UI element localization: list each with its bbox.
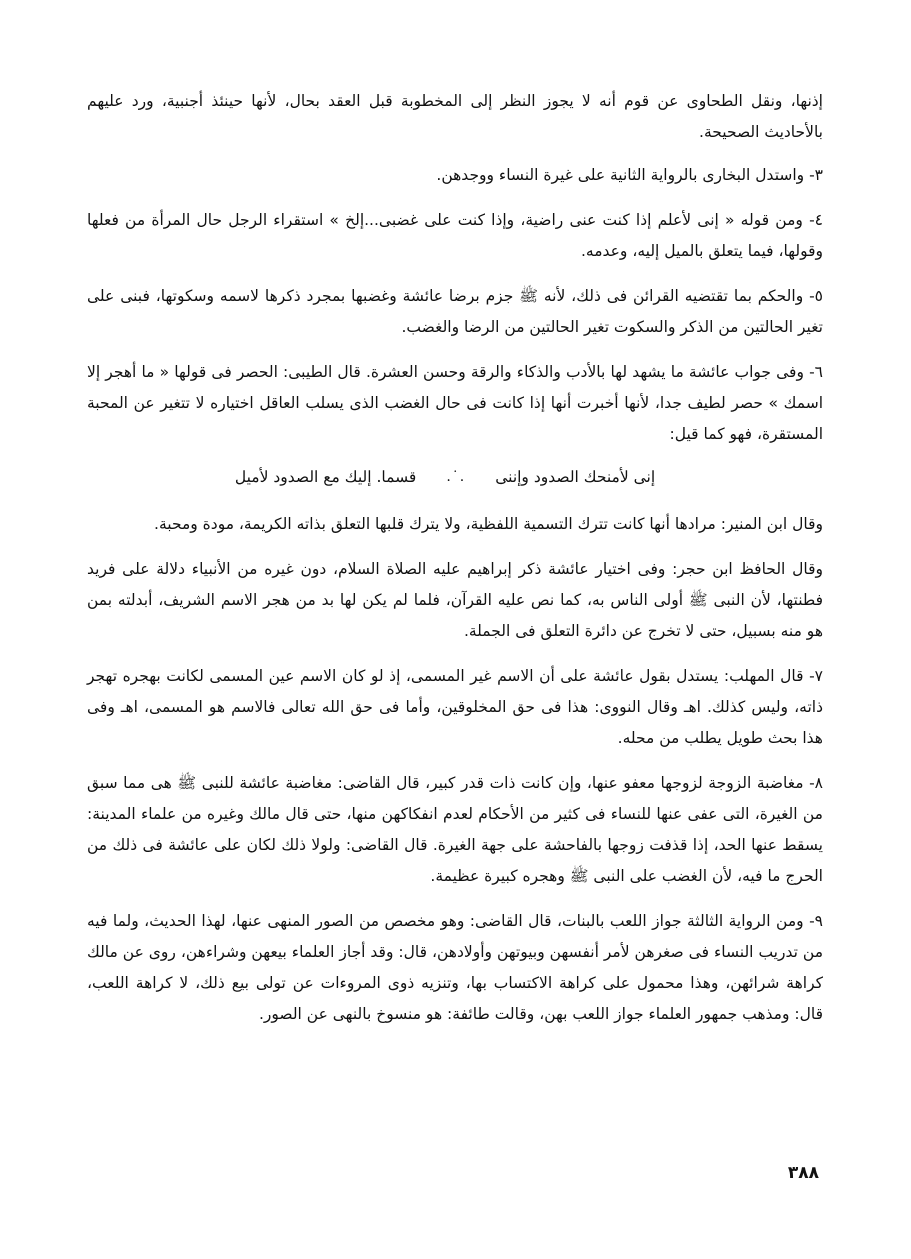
paragraph-3: ٣- واستدل البخارى بالرواية الثانية على غيرة النساء ووجدهن. [436, 166, 823, 184]
paragraph-6: ٦- وفى جواب عائشة ما يشهد لها بالأدب والذكاء والرقة وحسن العشرة. قال الطيبى: الحصر فى قولها « ما أهجر إلا اسمك » حصر لطيف جدا، لأنها أخبرت أنها إذا كانت فى حال الغضب الذى يسلب العاقل اختياره لا تتغير عن المحبة المستقرة، فهو كما قيل: [87, 363, 823, 443]
paragraph-ibn-hajar: وقال الحافظ ابن حجر: وفى اختيار عائشة ذكر إبراهيم عليه الصلاة السلام، دون غيره من الأنبياء دلالة على فريد فطنتها، لأن النبى ﷺ أولى الناس به، كما نص عليه القرآن، فلما لم يكن لها بد من هجر الاسم الشريف، أبدلته بمن هو منه بسبيل، حتى لا تخرج عن دائرة التعلق فى الجملة. [87, 560, 823, 640]
paragraph-5: ٥- والحكم بما تقتضيه القرائن فى ذلك، لأنه ﷺ جزم برضا عائشة وغضبها بمجرد ذكرها لاسمه وسكوتها، فبنى على تغير الحالتين من الذكر والسكوت تغير الحالتين من الرضا والغضب. [87, 287, 823, 336]
poem-second-hemistich: قسما. إليك مع الصدود لأميل [234, 468, 417, 486]
poem-separator: .˙. [446, 469, 466, 485]
paragraph-intro: إذنها، ونقل الطحاوى عن قوم أنه لا يجوز النظر إلى المخطوبة قبل العقد بحال، لأنها حينئذ أجنبية، ورد عليهم بالأحاديث الصحيحة. [87, 92, 823, 141]
poem-verse [87, 462, 823, 493]
poem-first-hemistich: إنى لأمنحك الصدود وإننى [495, 468, 656, 486]
body-text [87, 86, 823, 1044]
paragraph-4: ٤- ومن قوله « إنى لأعلم إذا كنت عنى راضية، وإذا كنت على غضبى...إلخ » استقراء الرجل حال المرأة من فعلها وقولها، فيما يتعلق بالميل إليه، وعدمه. [87, 211, 823, 260]
page-number: ٣٨٨ [787, 1163, 819, 1183]
paragraph-7: ٧- قال المهلب: يستدل بقول عائشة على أن الاسم غير المسمى، إذ لو كان الاسم عين المسمى لكانت بهجره تهجر ذاته، وليس كذلك. اهـ وقال النووى: هذا فى حق المخلوقين، وأما فى حق الله تعالى فالاسم هو المسمى، اهـ وفى هذا بحث طويل يطلب من محله. [87, 667, 823, 747]
paragraph-9: ٩- ومن الرواية الثالثة جواز اللعب بالبنات، قال القاضى: وهو مخصص من الصور المنهى عنها، لهذا الحديث، ولما فيه من تدريب النساء فى صغرهن لأمر أنفسهن وبيوتهن وأولادهن، قال: وقد أجاز العلماء بيعهن وشراءهن، روى عن مالك كراهة شرائهن، وهذا محمول على كراهة الاكتساب بها، وتنزيه ذوى المروءات عن تولى بيع ذلك، لا كراهة اللعب، قال: ومذهب جمهور العلماء جواز اللعب بهن، وقالت طائفة: هو منسوخ بالنهى عن الصور. [87, 912, 823, 1023]
paragraph-8: ٨- مغاضبة الزوجة لزوجها معفو عنها، وإن كانت ذات قدر كبير، قال القاضى: مغاضبة عائشة للنبى ﷺ هى مما سبق من الغيرة، التى عفى عنها للنساء فى كثير من الأحكام لعدم انفكاكهن منها، حتى قال مالك وغيره من علماء المدينة: يسقط عنها الحد، إذا قذفت زوجها بالفاحشة على جهة الغيرة. قال القاضى: ولولا ذلك لكان على عائشة فى ذلك من الحرج ما فيه، لأن الغضب على النبى ﷺ وهجره كبيرة عظيمة. [87, 774, 823, 885]
paragraph-ibn-almunir: وقال ابن المنير: مرادها أنها كانت تترك التسمية اللفظية، ولا يترك قلبها التعلق بذاته الكريمة، مودة ومحبة. [154, 515, 823, 533]
